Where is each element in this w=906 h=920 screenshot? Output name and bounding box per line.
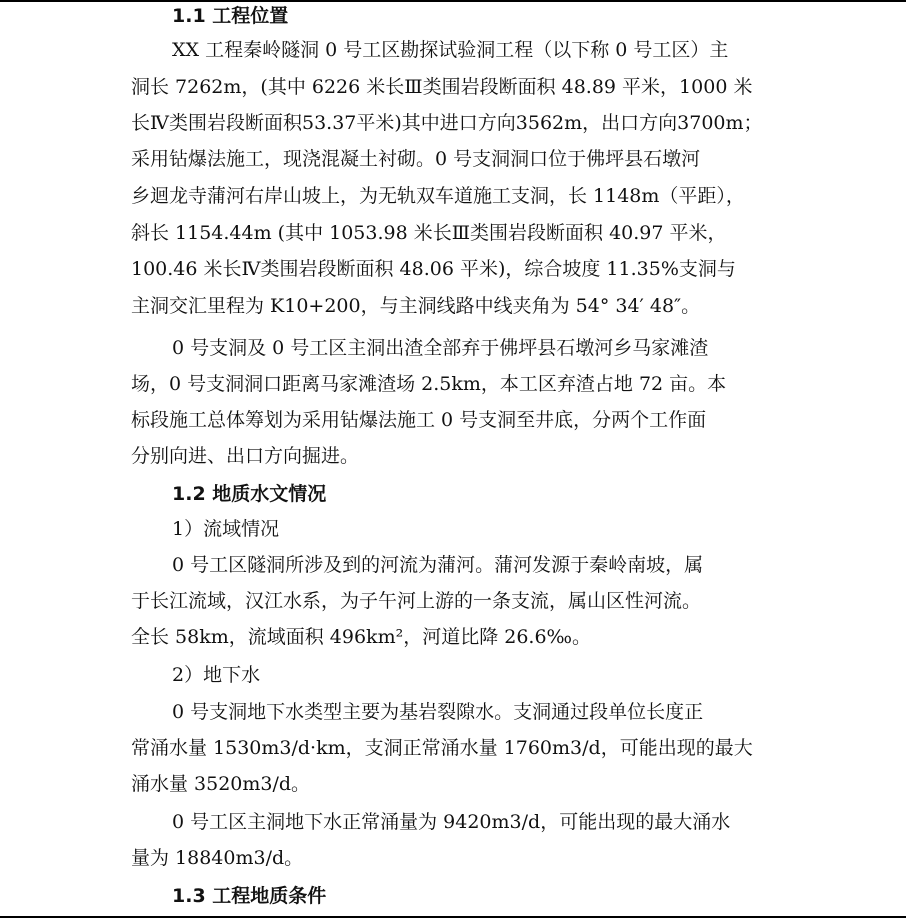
paragraph-line	[0, 145, 906, 173]
text-line: 分别向进、出口方向掘进。	[131, 445, 360, 467]
subsection-title-text: 2）地下水	[172, 664, 261, 686]
heading-text: 1.3 工程地质条件	[172, 885, 327, 907]
paragraph-line	[0, 623, 906, 651]
heading-text: 1.1 工程位置	[172, 5, 289, 27]
text-line: 涌水量 3520m3/d。	[131, 773, 311, 795]
subsection-title	[0, 661, 906, 689]
text-line: XX 工程秦岭隧洞 0 号工区勘探试验洞工程（以下称 0 号工区）主	[172, 39, 729, 61]
paragraph-line	[0, 370, 906, 398]
bottom-border-line	[0, 916, 906, 918]
subsection-title-text: 1）流域情况	[172, 518, 280, 540]
subsection-title	[0, 515, 906, 543]
heading-text: 1.2 地质水文情况	[172, 483, 327, 505]
paragraph-line	[0, 587, 906, 615]
paragraph-line	[0, 182, 906, 210]
paragraph-line	[0, 36, 906, 64]
paragraph-line	[0, 442, 906, 470]
text-line: 场，0 号支洞洞口距离马家滩渣场 2.5km，本工区弃渣占地 72 亩。本	[131, 373, 727, 395]
paragraph-line	[0, 808, 906, 836]
paragraph-line	[0, 109, 906, 137]
text-line: 0 号工区隧洞所涉及到的河流为蒲河。蒲河发源于秦岭南坡，属	[172, 554, 704, 576]
paragraph-line	[0, 734, 906, 762]
section-heading-1-2	[0, 480, 906, 508]
text-line: 采用钻爆法施工，现浇混凝土衬砌。0 号支洞洞口位于佛坪县石墩河	[131, 148, 701, 170]
text-line: 0 号工区主洞地下水正常涌量为 9420m3/d，可能出现的最大涌水	[172, 811, 731, 833]
section-heading-1-3	[0, 882, 906, 910]
text-line: 0 号支洞地下水类型主要为基岩裂隙水。支洞通过段单位长度正	[172, 701, 704, 723]
text-line: 0 号支洞及 0 号工区主洞出渣全部弃于佛坪县石墩河乡马家滩渣	[172, 337, 709, 359]
text-line: 长Ⅳ类围岩段断面积53.37平米)其中进口方向3562m，出口方向3700m；	[131, 112, 763, 134]
paragraph-line	[0, 334, 906, 362]
text-line: 量为 18840m3/d。	[131, 847, 304, 869]
paragraph-line	[0, 406, 906, 434]
text-line: 标段施工总体筹划为采用钻爆法施工 0 号支洞至井底，分两个工作面	[131, 409, 707, 431]
text-line: 全长 58km，流域面积 496km²，河道比降 26.6‰。	[131, 626, 592, 648]
section-heading-1-1	[0, 2, 906, 30]
paragraph-line	[0, 292, 906, 320]
paragraph-line	[0, 844, 906, 872]
paragraph-line	[0, 255, 906, 283]
text-line: 100.46 米长Ⅳ类围岩段断面积 48.06 平米)，综合坡度 11.35%支洞与	[131, 258, 736, 280]
paragraph-line	[0, 73, 906, 101]
text-line: 主洞交汇里程为 K10+200，与主洞线路中线夹角为 54° 34′ 48″。	[131, 295, 701, 317]
text-line: 洞长 7262m，(其中 6226 米长Ⅲ类围岩段断面积 48.89 平米，1000 米	[131, 76, 753, 98]
text-line: 于长江流域，汉江水系，为子午河上游的一条支流，属山区性河流。	[131, 590, 702, 612]
text-line: 乡迴龙寺蒲河右岸山坡上，为无轨双车道施工支洞，长 1148m（平距），	[131, 185, 745, 207]
paragraph-line	[0, 551, 906, 579]
text-line: 斜长 1154.44m (其中 1053.98 米长Ⅲ类围岩段断面积 40.97 平米，	[131, 222, 727, 244]
paragraph-line	[0, 698, 906, 726]
paragraph-line	[0, 770, 906, 798]
paragraph-line	[0, 219, 906, 247]
text-line: 常涌水量 1530m3/d·km，支洞正常涌水量 1760m3/d，可能出现的最大	[131, 737, 753, 759]
